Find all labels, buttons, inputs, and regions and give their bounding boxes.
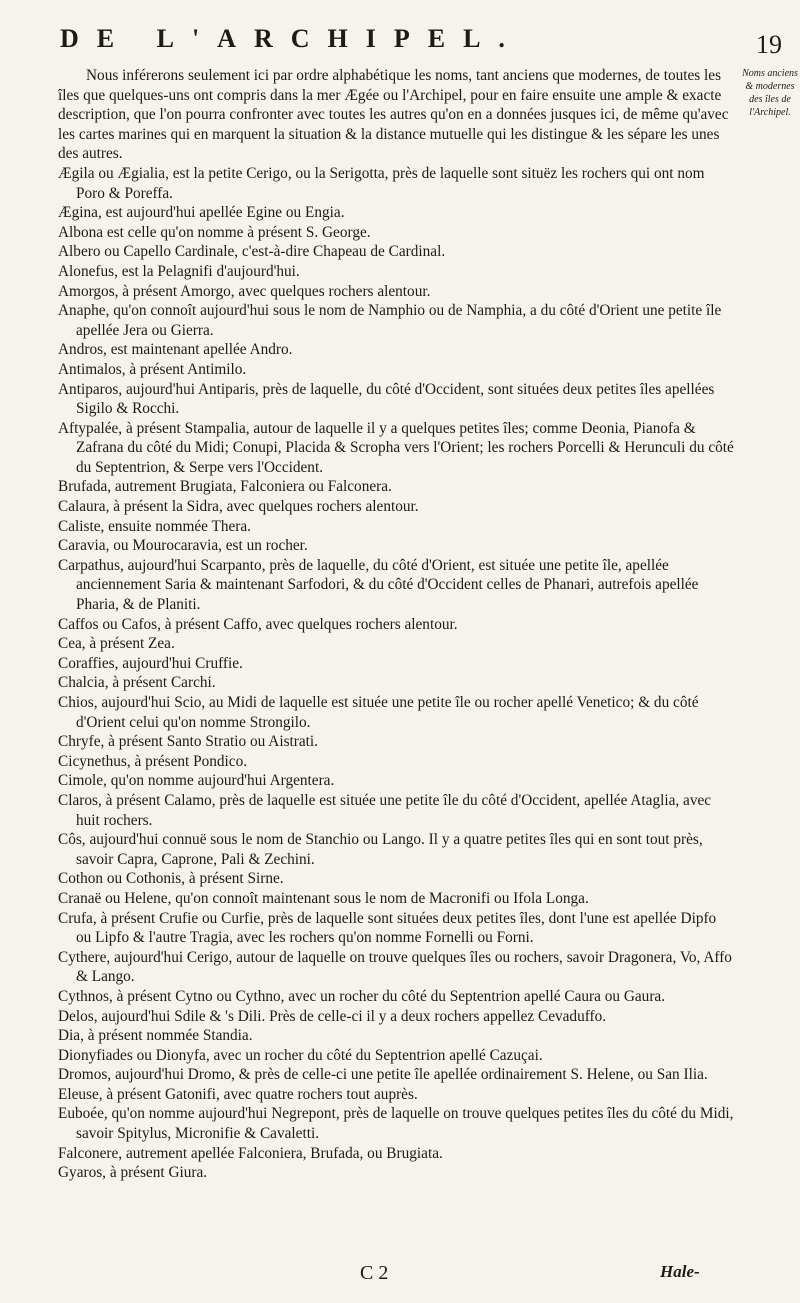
entry-albero: Albero ou Capello Cardinale, c'est-à-dire Chapeau de Cardinal.: [58, 243, 446, 261]
margin-note-line: des îles de: [749, 94, 791, 105]
entry-chryse: Chryfe, à présent Santo Stratio ou Aistrati.: [58, 733, 319, 751]
entry-coraffies: Coraffies, aujourd'hui Cruffie.: [58, 654, 243, 672]
margin-note-line: l'Archipel.: [749, 107, 791, 118]
entry-dromos: Dromos, aujourd'hui Dromo, & près de celle-ci une petite île apellée ordinairement S. Helene, ou San Ilia.: [58, 1066, 708, 1084]
entry-cythnos: Cythnos, à présent Cytno ou Cythno, avec un rocher du côté du Septentrion apellé Caura ou Gaura.: [58, 987, 666, 1005]
entry-calaura: Calaura, à présent la Sidra, avec quelques rochers alentour.: [58, 498, 419, 516]
entry-dionysiades: Dionyfiades ou Dionyfa, avec un rocher du côté du Septentrion apellé Cazuçai.: [58, 1046, 543, 1064]
margin-note-line: Noms anciens: [742, 68, 798, 79]
entry-cothon: Cothon ou Cothonis, à présent Sirne.: [58, 870, 284, 888]
entry-caffos: Caffos ou Cafos, à présent Caffo, avec quelques rochers alentour.: [58, 615, 458, 633]
entry-andros: Andros, est maintenant apellée Andro.: [58, 341, 293, 359]
entry-albona: Albona est celle qu'on nomme à présent S. George.: [58, 223, 371, 241]
entry-astypalee: Aftypalée, à présent Stampalia, autour de laquelle il y a quelques petites îles; comme Deonia, Pianofa & Zafrana du côté du Midi; Conupi, Placida & Scropha vers l'Orient; les rochers Porcelli & Herunculi du côté du Septentrion, & Serpe vers l'Occident.: [58, 419, 734, 476]
entry-claros: Claros, à présent Calamo, près de laquelle est située une petite île du côté d'Occident, apellée Ataglia, avec huit rochers.: [58, 791, 712, 829]
entry-brufada: Brufada, autrement Brugiata, Falconiera ou Falconera.: [58, 478, 392, 496]
entry-alonefus: Alonefus, est la Pelagnifi d'aujourd'hui.: [58, 262, 300, 280]
margin-note: [742, 68, 798, 120]
entry-carpathus: Carpathus, aujourd'hui Scarpanto, près de laquelle, du côté d'Orient, est située une petite île, apellée anciennement Saria & maintenant Sarfodori, & du côté d'Occident celles de Phanari, autrefois apellée Pharia, & de Planiti.: [58, 556, 699, 614]
body-text: [58, 66, 734, 1183]
entry-chalcia: Chalcia, à présent Carchi.: [58, 674, 216, 692]
entry-cimole: Cimole, qu'on nomme aujourd'hui Argentera.: [58, 772, 335, 790]
signature-mark: C 2: [360, 1262, 389, 1284]
entry-crusa: Crufa, à présent Crufie ou Curfie, près de laquelle sont situées deux petites îles, dont l'une est apellée Dipfo ou Lipfo & l'autre Tragia, avec les rochers qu'on nomme Fornelli ou Forni.: [58, 909, 717, 947]
entry-aegina: Ægina, est aujourd'hui apellée Egine ou Engia.: [58, 204, 345, 222]
entry-dia: Dia, à présent nommée Standia.: [58, 1027, 253, 1045]
intro-paragraph: Nous inférerons seulement ici par ordre alphabétique les noms, tant anciens que modernes, de toutes les îles que quelques-uns ont compris dans la mer Ægée ou l'Archipel, pour en faire ensuite une ample & exacte description, que l'on pourra confronter avec toutes les autres qu'on en a données jusques ici, de même qu'avec les cartes marines qui en marquent la situation & la distance mutuelle qui les distingue & les sépare les unes des autres.: [58, 67, 729, 163]
page-footer: [0, 1262, 800, 1292]
catchword: Hale-: [660, 1262, 700, 1281]
entry-cos: Côs, aujourd'hui connuë sous le nom de Stanchio ou Lango. Il y a quatre petites îles qui en sont tout près, savoir Capra, Caprone, Pali & Zechini.: [58, 831, 703, 868]
entry-amorgos: Amorgos, à présent Amorgo, avec quelques rochers alentour.: [58, 282, 431, 300]
entry-gyaros: Gyaros, à présent Giura.: [58, 1164, 208, 1182]
entry-eleuse: Eleuse, à présent Gatonifi, avec quatre rochers tout auprès.: [58, 1085, 418, 1103]
entry-antiparos: Antiparos, aujourd'hui Antiparis, près de laquelle, du côté d'Occident, sont situées deux petites îles apellées Sigilo & Rocchi.: [58, 380, 715, 418]
entry-caliste: Caliste, ensuite nommée Thera.: [58, 517, 251, 535]
entry-falconere: Falconere, autrement apellée Falconiera, Brufada, ou Brugiata.: [58, 1144, 443, 1162]
entry-anaphe: Anaphe, qu'on connoît aujourd'hui sous le nom de Namphio ou de Namphia, a du côté d'Orient une petite île apellée Jera ou Gierra.: [58, 302, 722, 339]
page-header: [0, 24, 800, 64]
entry-cicynethus: Cicynethus, à présent Pondico.: [58, 752, 248, 770]
entry-cranae: Cranaë ou Helene, qu'on connoît maintenant sous le nom de Macronifi ou Ifola Longa.: [58, 889, 589, 907]
page-number: 19: [756, 30, 782, 59]
entry-caravia: Caravia, ou Mourocaravia, est un rocher.: [58, 537, 308, 555]
entry-chios: Chios, aujourd'hui Scio, au Midi de laquelle est située une petite île ou rocher apellé Venetico; & du côté d'Orient celui qu'on nomme Strongilo.: [58, 694, 699, 731]
entry-aegila: Ægila ou Ægialia, est la petite Cerigo, ou la Serigotta, près de laquelle sont situëz les rochers qui ont nom Poro & Poreffa.: [58, 164, 705, 202]
margin-note-line: & modernes: [745, 81, 795, 92]
entry-cea: Cea, à présent Zea.: [58, 635, 175, 653]
entry-cythere: Cythere, aujourd'hui Cerigo, autour de laquelle on trouve quelques îles ou rochers, savoir Dragonera, Vo, Affo & Lango.: [58, 948, 732, 986]
running-head: DE L'ARCHIPEL.: [60, 24, 523, 53]
entry-euboee: Euboée, qu'on nomme aujourd'hui Negrepont, près de laquelle on trouve quelques petites îles du côté du Midi, savoir Spitylus, Micronifie & Cavaletti.: [58, 1105, 734, 1143]
entry-delos: Delos, aujourd'hui Sdile & 's Dili. Près de celle-ci il y a deux rochers appellez Cevaduffo.: [58, 1007, 607, 1025]
entry-antimalos: Antimalos, à présent Antimilo.: [58, 360, 247, 378]
